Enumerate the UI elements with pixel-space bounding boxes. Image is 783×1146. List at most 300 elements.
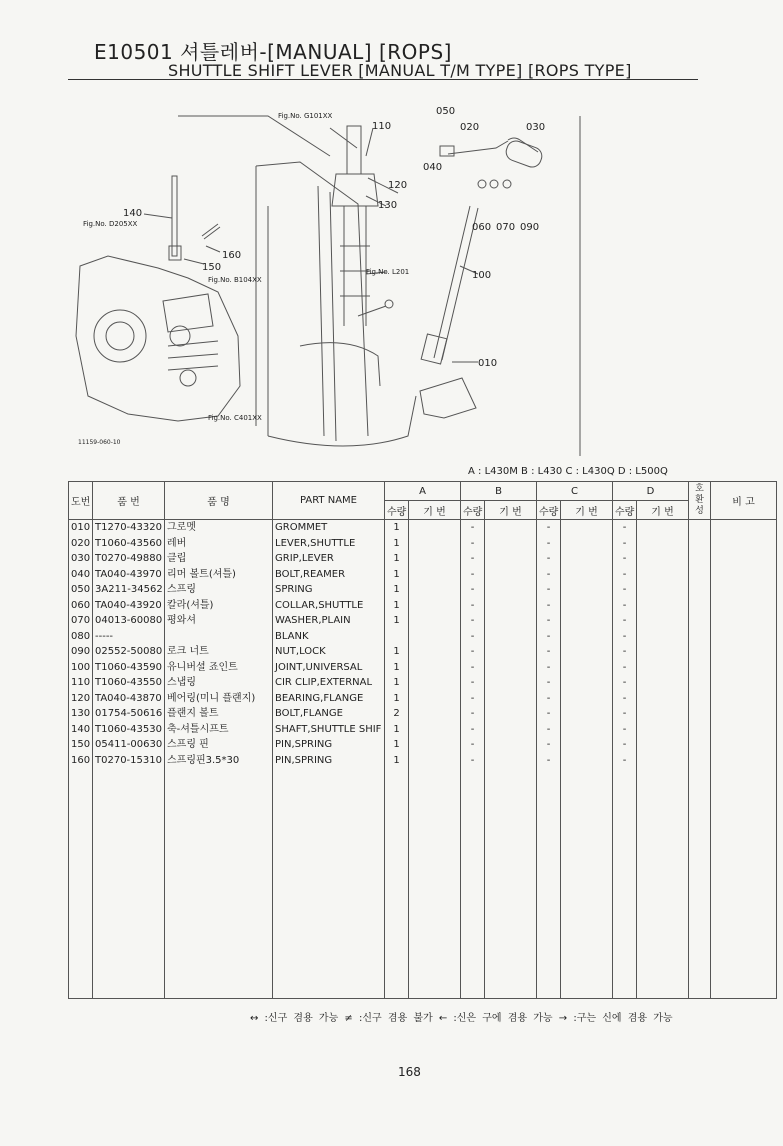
row-no: 040 bbox=[69, 567, 93, 583]
header-group-d: D bbox=[613, 482, 689, 501]
row-qty-c: - bbox=[537, 660, 561, 676]
row-part-name: BLANK bbox=[273, 629, 385, 645]
row-qty-b: - bbox=[461, 598, 485, 614]
filler-cell bbox=[561, 768, 613, 999]
row-base-b bbox=[485, 598, 537, 614]
table-row bbox=[69, 753, 777, 769]
row-name-kr: 플랜지 볼트 bbox=[165, 706, 273, 722]
callout-110: 110 bbox=[372, 121, 392, 132]
callout-040: 040 bbox=[423, 162, 443, 173]
row-name-kr: 로크 너트 bbox=[165, 644, 273, 660]
row-part-no: T1060-43550 bbox=[93, 675, 165, 691]
filler-cell bbox=[461, 768, 485, 999]
row-remarks bbox=[711, 536, 777, 552]
row-base-b bbox=[485, 613, 537, 629]
table-filler-row bbox=[69, 768, 777, 999]
row-base-c bbox=[561, 691, 613, 707]
row-base-a bbox=[409, 660, 461, 676]
page-title: E10501 셔틀레버-[MANUAL] [ROPS] bbox=[94, 40, 452, 64]
table-row bbox=[69, 551, 777, 567]
callout-020: 020 bbox=[460, 122, 480, 133]
row-qty-c: - bbox=[537, 644, 561, 660]
row-part-no: 3A211-34562 bbox=[93, 582, 165, 598]
row-name-kr: 스프링 bbox=[165, 582, 273, 598]
row-qty-b: - bbox=[461, 536, 485, 552]
row-part-name: CIR CLIP,EXTERNAL bbox=[273, 675, 385, 691]
row-qty-b: - bbox=[461, 722, 485, 738]
row-remarks bbox=[711, 567, 777, 583]
row-base-d bbox=[637, 598, 689, 614]
row-base-a bbox=[409, 706, 461, 722]
diagram-code: 11159-060-10 bbox=[78, 439, 121, 446]
row-remarks bbox=[711, 551, 777, 567]
row-qty-d: - bbox=[613, 551, 637, 567]
header-group-a: A bbox=[385, 482, 461, 501]
row-qty-a: 1 bbox=[385, 567, 409, 583]
row-remarks bbox=[711, 644, 777, 660]
row-interchange bbox=[689, 520, 711, 536]
interchange-legend: ↔ :신구 겸용 가능 ≠ :신구 겸용 불가 ← :신은 구에 겸용 가능 → :구는 신에 겸용 가능 bbox=[250, 1013, 673, 1024]
filler-cell bbox=[485, 768, 537, 999]
row-remarks bbox=[711, 582, 777, 598]
row-part-name: GROMMET bbox=[273, 520, 385, 536]
table-row bbox=[69, 598, 777, 614]
row-qty-d: - bbox=[613, 691, 637, 707]
row-base-c bbox=[561, 582, 613, 598]
table-row bbox=[69, 737, 777, 753]
row-name-kr: 그로멧 bbox=[165, 520, 273, 536]
row-no: 020 bbox=[69, 536, 93, 552]
row-base-d bbox=[637, 722, 689, 738]
row-base-d bbox=[637, 753, 689, 769]
row-name-kr: 베어링(미니 플랜지) bbox=[165, 691, 273, 707]
row-base-d bbox=[637, 536, 689, 552]
row-part-no: TA040-43870 bbox=[93, 691, 165, 707]
row-qty-c: - bbox=[537, 567, 561, 583]
row-qty-d: - bbox=[613, 706, 637, 722]
row-no: 010 bbox=[69, 520, 93, 536]
row-qty-c: - bbox=[537, 753, 561, 769]
row-no: 030 bbox=[69, 551, 93, 567]
row-qty-b: - bbox=[461, 582, 485, 598]
table-row bbox=[69, 629, 777, 645]
row-base-b bbox=[485, 582, 537, 598]
row-no: 160 bbox=[69, 753, 93, 769]
header-no: 도번 bbox=[69, 482, 93, 520]
row-base-b bbox=[485, 722, 537, 738]
row-base-d bbox=[637, 567, 689, 583]
row-base-a bbox=[409, 613, 461, 629]
header-base-d: 기 번 bbox=[637, 501, 689, 520]
row-name-kr bbox=[165, 629, 273, 645]
row-base-a bbox=[409, 582, 461, 598]
row-qty-c: - bbox=[537, 598, 561, 614]
row-base-c bbox=[561, 706, 613, 722]
row-interchange bbox=[689, 753, 711, 769]
row-no: 100 bbox=[69, 660, 93, 676]
row-base-a bbox=[409, 675, 461, 691]
row-interchange bbox=[689, 644, 711, 660]
row-name-kr: 유니버셜 죠인트 bbox=[165, 660, 273, 676]
row-no: 130 bbox=[69, 706, 93, 722]
row-qty-b: - bbox=[461, 675, 485, 691]
row-part-name: JOINT,UNIVERSAL bbox=[273, 660, 385, 676]
row-qty-d: - bbox=[613, 737, 637, 753]
row-base-c bbox=[561, 644, 613, 660]
fig-ref-l201: Fig.No. L201 bbox=[366, 268, 410, 276]
page-subtitle: SHUTTLE SHIFT LEVER [MANUAL T/M TYPE] [ROPS TYPE] bbox=[168, 61, 632, 80]
row-qty-a: 1 bbox=[385, 536, 409, 552]
row-qty-a: 1 bbox=[385, 737, 409, 753]
table-row bbox=[69, 567, 777, 583]
row-interchange bbox=[689, 551, 711, 567]
row-part-no: T1060-43530 bbox=[93, 722, 165, 738]
row-base-b bbox=[485, 536, 537, 552]
row-part-name: BOLT,REAMER bbox=[273, 567, 385, 583]
row-base-b bbox=[485, 629, 537, 645]
row-base-c bbox=[561, 551, 613, 567]
filler-cell bbox=[689, 768, 711, 999]
table-row bbox=[69, 706, 777, 722]
row-name-kr: 축-셔틀시프트 bbox=[165, 722, 273, 738]
row-qty-b: - bbox=[461, 567, 485, 583]
row-base-d bbox=[637, 660, 689, 676]
row-name-kr: 스냅링 bbox=[165, 675, 273, 691]
row-qty-d: - bbox=[613, 536, 637, 552]
row-remarks bbox=[711, 629, 777, 645]
header-base-b: 기 번 bbox=[485, 501, 537, 520]
row-base-d bbox=[637, 691, 689, 707]
header-group-c: C bbox=[537, 482, 613, 501]
row-qty-a: 1 bbox=[385, 551, 409, 567]
row-base-b bbox=[485, 737, 537, 753]
row-base-a bbox=[409, 551, 461, 567]
parts-table bbox=[68, 481, 777, 999]
row-interchange bbox=[689, 536, 711, 552]
row-base-b bbox=[485, 660, 537, 676]
table-row bbox=[69, 644, 777, 660]
row-base-d bbox=[637, 582, 689, 598]
row-base-c bbox=[561, 675, 613, 691]
row-remarks bbox=[711, 598, 777, 614]
header-remarks: 비 고 bbox=[711, 482, 777, 520]
row-qty-b: - bbox=[461, 629, 485, 645]
callout-060: 060 bbox=[472, 222, 492, 233]
row-qty-c: - bbox=[537, 691, 561, 707]
row-base-d bbox=[637, 706, 689, 722]
row-name-kr: 리머 볼트(셔틀) bbox=[165, 567, 273, 583]
row-part-no: T0270-15310 bbox=[93, 753, 165, 769]
row-remarks bbox=[711, 706, 777, 722]
row-qty-a: 1 bbox=[385, 613, 409, 629]
row-base-a bbox=[409, 536, 461, 552]
filler-cell bbox=[637, 768, 689, 999]
row-remarks bbox=[711, 737, 777, 753]
row-qty-b: - bbox=[461, 520, 485, 536]
row-name-kr: 평와셔 bbox=[165, 613, 273, 629]
header-part-name: PART NAME bbox=[273, 482, 385, 520]
row-qty-a: 1 bbox=[385, 660, 409, 676]
table-row bbox=[69, 520, 777, 536]
row-base-b bbox=[485, 706, 537, 722]
row-no: 140 bbox=[69, 722, 93, 738]
table-row bbox=[69, 722, 777, 738]
row-base-a bbox=[409, 598, 461, 614]
row-part-no: 05411-00630 bbox=[93, 737, 165, 753]
row-base-d bbox=[637, 644, 689, 660]
filler-cell bbox=[409, 768, 461, 999]
row-qty-d: - bbox=[613, 567, 637, 583]
row-base-c bbox=[561, 613, 613, 629]
filler-cell bbox=[537, 768, 561, 999]
row-qty-a: 1 bbox=[385, 520, 409, 536]
row-base-b bbox=[485, 551, 537, 567]
row-part-no: ----- bbox=[93, 629, 165, 645]
header-qty-b: 수량 bbox=[461, 501, 485, 520]
row-name-kr: 스프링 핀 bbox=[165, 737, 273, 753]
row-part-no: 01754-50616 bbox=[93, 706, 165, 722]
callout-070: 070 bbox=[496, 222, 516, 233]
row-qty-a: 1 bbox=[385, 644, 409, 660]
filler-cell bbox=[165, 768, 273, 999]
row-base-c bbox=[561, 737, 613, 753]
row-qty-d: - bbox=[613, 660, 637, 676]
row-part-name: GRIP,LEVER bbox=[273, 551, 385, 567]
row-qty-a: 1 bbox=[385, 582, 409, 598]
row-no: 110 bbox=[69, 675, 93, 691]
row-remarks bbox=[711, 691, 777, 707]
row-qty-c: - bbox=[537, 629, 561, 645]
row-qty-d: - bbox=[613, 722, 637, 738]
row-base-a bbox=[409, 644, 461, 660]
row-part-name: LEVER,SHUTTLE bbox=[273, 536, 385, 552]
row-qty-b: - bbox=[461, 691, 485, 707]
row-part-name: PIN,SPRING bbox=[273, 737, 385, 753]
row-base-a bbox=[409, 629, 461, 645]
row-base-a bbox=[409, 567, 461, 583]
header-qty-a: 수량 bbox=[385, 501, 409, 520]
row-base-d bbox=[637, 551, 689, 567]
row-no: 080 bbox=[69, 629, 93, 645]
table-row bbox=[69, 660, 777, 676]
callout-100: 100 bbox=[472, 270, 492, 281]
row-qty-d: - bbox=[613, 613, 637, 629]
row-base-b bbox=[485, 691, 537, 707]
row-base-a bbox=[409, 722, 461, 738]
row-part-name: BOLT,FLANGE bbox=[273, 706, 385, 722]
row-interchange bbox=[689, 613, 711, 629]
row-interchange bbox=[689, 737, 711, 753]
row-base-c bbox=[561, 520, 613, 536]
row-qty-c: - bbox=[537, 706, 561, 722]
row-base-c bbox=[561, 536, 613, 552]
row-name-kr: 레버 bbox=[165, 536, 273, 552]
row-qty-c: - bbox=[537, 520, 561, 536]
row-interchange bbox=[689, 660, 711, 676]
row-part-name: SPRING bbox=[273, 582, 385, 598]
row-base-c bbox=[561, 598, 613, 614]
row-base-a bbox=[409, 691, 461, 707]
row-base-a bbox=[409, 753, 461, 769]
row-qty-a: 1 bbox=[385, 691, 409, 707]
callout-150: 150 bbox=[202, 262, 222, 273]
row-qty-b: - bbox=[461, 660, 485, 676]
filler-cell bbox=[93, 768, 165, 999]
header-interchange: 호환성 bbox=[689, 482, 711, 520]
row-no: 150 bbox=[69, 737, 93, 753]
row-base-b bbox=[485, 520, 537, 536]
row-part-name: COLLAR,SHUTTLE bbox=[273, 598, 385, 614]
row-remarks bbox=[711, 753, 777, 769]
callout-140: 140 bbox=[123, 208, 143, 219]
row-part-no: T0270-49880 bbox=[93, 551, 165, 567]
row-interchange bbox=[689, 675, 711, 691]
callout-120: 120 bbox=[388, 180, 408, 191]
row-remarks bbox=[711, 722, 777, 738]
callout-010: 010 bbox=[478, 358, 498, 369]
row-part-no: T1060-43590 bbox=[93, 660, 165, 676]
row-base-d bbox=[637, 613, 689, 629]
table-row bbox=[69, 536, 777, 552]
row-base-c bbox=[561, 722, 613, 738]
row-qty-a: 1 bbox=[385, 675, 409, 691]
row-qty-a: 1 bbox=[385, 753, 409, 769]
row-no: 050 bbox=[69, 582, 93, 598]
row-base-b bbox=[485, 567, 537, 583]
row-part-no: T1060-43560 bbox=[93, 536, 165, 552]
callout-090: 090 bbox=[520, 222, 540, 233]
row-base-d bbox=[637, 629, 689, 645]
row-remarks bbox=[711, 613, 777, 629]
table-row bbox=[69, 675, 777, 691]
fig-ref-b104: Fig.No. B104XX bbox=[208, 276, 262, 284]
row-qty-b: - bbox=[461, 753, 485, 769]
row-qty-d: - bbox=[613, 675, 637, 691]
row-qty-d: - bbox=[613, 629, 637, 645]
row-qty-c: - bbox=[537, 536, 561, 552]
table-row bbox=[69, 691, 777, 707]
row-no: 070 bbox=[69, 613, 93, 629]
filler-cell bbox=[385, 768, 409, 999]
row-interchange bbox=[689, 567, 711, 583]
row-qty-d: - bbox=[613, 753, 637, 769]
row-base-a bbox=[409, 520, 461, 536]
row-part-no: TA040-43920 bbox=[93, 598, 165, 614]
row-base-b bbox=[485, 753, 537, 769]
row-base-c bbox=[561, 567, 613, 583]
fig-ref-c401: Fig.No. C401XX bbox=[208, 414, 262, 422]
row-part-name: BEARING,FLANGE bbox=[273, 691, 385, 707]
row-name-kr: 스프링핀3.5*30 bbox=[165, 753, 273, 769]
row-qty-c: - bbox=[537, 722, 561, 738]
row-base-b bbox=[485, 644, 537, 660]
header-name-kr: 품 명 bbox=[165, 482, 273, 520]
row-qty-a bbox=[385, 629, 409, 645]
row-part-no: TA040-43970 bbox=[93, 567, 165, 583]
header-qty-d: 수량 bbox=[613, 501, 637, 520]
header-base-c: 기 번 bbox=[561, 501, 613, 520]
row-remarks bbox=[711, 660, 777, 676]
row-qty-b: - bbox=[461, 551, 485, 567]
row-base-c bbox=[561, 629, 613, 645]
parts-table-body bbox=[69, 520, 777, 999]
title-rule bbox=[68, 79, 698, 80]
row-interchange bbox=[689, 722, 711, 738]
header-qty-c: 수량 bbox=[537, 501, 561, 520]
row-qty-b: - bbox=[461, 706, 485, 722]
row-qty-a: 1 bbox=[385, 722, 409, 738]
row-part-no: 02552-50080 bbox=[93, 644, 165, 660]
row-qty-d: - bbox=[613, 520, 637, 536]
callout-130: 130 bbox=[378, 200, 398, 211]
row-interchange bbox=[689, 598, 711, 614]
row-no: 060 bbox=[69, 598, 93, 614]
row-qty-d: - bbox=[613, 644, 637, 660]
row-part-name: NUT,LOCK bbox=[273, 644, 385, 660]
row-remarks bbox=[711, 520, 777, 536]
filler-cell bbox=[711, 768, 777, 999]
row-remarks bbox=[711, 675, 777, 691]
row-name-kr: 클립 bbox=[165, 551, 273, 567]
row-interchange bbox=[689, 691, 711, 707]
callout-030: 030 bbox=[526, 122, 546, 133]
table-row bbox=[69, 582, 777, 598]
row-part-name: WASHER,PLAIN bbox=[273, 613, 385, 629]
fig-ref-g101: Fig.No. G101XX bbox=[278, 112, 333, 120]
row-qty-b: - bbox=[461, 737, 485, 753]
model-legend: A : L430M B : L430 C : L430Q D : L500Q bbox=[468, 466, 668, 477]
row-qty-a: 2 bbox=[385, 706, 409, 722]
row-interchange bbox=[689, 706, 711, 722]
header-base-a: 기 번 bbox=[409, 501, 461, 520]
row-interchange bbox=[689, 582, 711, 598]
row-base-c bbox=[561, 660, 613, 676]
row-base-b bbox=[485, 675, 537, 691]
page-number: 168 bbox=[398, 1065, 421, 1079]
row-base-a bbox=[409, 737, 461, 753]
row-qty-b: - bbox=[461, 613, 485, 629]
row-qty-c: - bbox=[537, 551, 561, 567]
row-part-no: T1270-43320 bbox=[93, 520, 165, 536]
row-base-c bbox=[561, 753, 613, 769]
row-part-no: 04013-60080 bbox=[93, 613, 165, 629]
filler-cell bbox=[69, 768, 93, 999]
filler-cell bbox=[613, 768, 637, 999]
row-qty-b: - bbox=[461, 644, 485, 660]
table-row bbox=[69, 613, 777, 629]
callout-050: 050 bbox=[436, 106, 456, 117]
row-qty-c: - bbox=[537, 582, 561, 598]
row-interchange bbox=[689, 629, 711, 645]
row-qty-c: - bbox=[537, 675, 561, 691]
row-part-name: SHAFT,SHUTTLE SHIF bbox=[273, 722, 385, 738]
row-qty-d: - bbox=[613, 582, 637, 598]
header-part-no: 품 번 bbox=[93, 482, 165, 520]
row-qty-c: - bbox=[537, 613, 561, 629]
row-part-name: PIN,SPRING bbox=[273, 753, 385, 769]
row-no: 090 bbox=[69, 644, 93, 660]
fig-ref-d205: Fig.No. D205XX bbox=[83, 220, 138, 228]
row-base-d bbox=[637, 675, 689, 691]
filler-cell bbox=[273, 768, 385, 999]
row-name-kr: 칼라(셔틀) bbox=[165, 598, 273, 614]
row-qty-d: - bbox=[613, 598, 637, 614]
callout-160: 160 bbox=[222, 250, 242, 261]
exploded-parts-diagram bbox=[68, 96, 588, 456]
row-base-d bbox=[637, 520, 689, 536]
row-no: 120 bbox=[69, 691, 93, 707]
row-qty-c: - bbox=[537, 737, 561, 753]
